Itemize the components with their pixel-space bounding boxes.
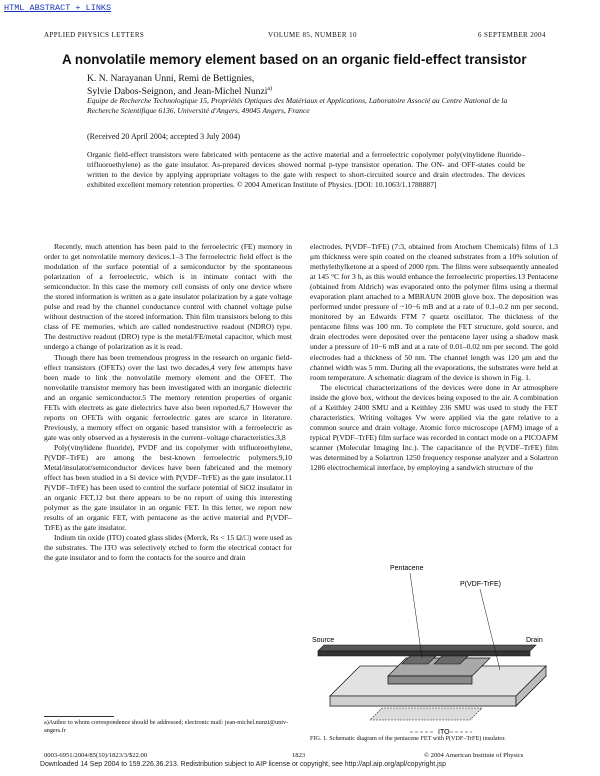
paragraph: Recently, much attention has been paid to the ferroelectric (FE) memory in order to get nonvolatile memory devices.1–3 The ferroelectric field effect is the modulation of the surface potential of a semiconductor by the spontaneous polarization of a ferroelectric, which is in intimate contact with the semiconductor. In this case the memory cell consists of only one device where the stored information is written as a gate insulator polarization by a gate voltage pulse and read by the channel conductance control with channel voltage pulse without destruction of the stored information. Thin film transistors belong to this class of FE memories, which are called nondestructive readout (NDRO) type. The destructive readout (DRO) type is the metal/FE/metal capacitor, which must undergo a change of polarization as it is read. bbox=[44, 242, 292, 352]
footnote: a)Author to whom correspondence should be addressed; electronic mail: jean-michel.nunzi@univ-angers.fr bbox=[44, 719, 289, 734]
label-pvdf: P(VDF-TrFE) bbox=[460, 581, 501, 588]
abstract: Organic field-effect transistors were fabricated with pentacene as the active material and a ferroelectric copolymer poly(vinylidene fluoride–trifluoroethylene) as the gate insulator. As-prepared devices showed normal p-type transistor operation. The ON- and OFF-states could be written to the device by applying appropriate voltages to the gate with respect to short-circuited source and drain electrodes. The devices exhibited excellent memory retention properties. © 2004 American Institute of Physics. [DOI: 10.1063/1.1788887] bbox=[87, 150, 525, 189]
pvdf-front-face bbox=[330, 696, 516, 706]
footnote-rule bbox=[44, 716, 114, 717]
paper-title: A nonvolatile memory element based on an organic field-effect transistor bbox=[62, 52, 527, 67]
html-abstract-link[interactable]: HTML ABSTRACT + LINKS bbox=[4, 3, 112, 13]
pentacene-front bbox=[388, 676, 472, 684]
author-mark: a) bbox=[267, 86, 273, 92]
paragraph: Indium tin oxide (ITO) coated glass slides (Merck, Rs < 15 Ω/□) were used as the substrates. The ITO was selectively etched to form the electrical contact for the gate insulator and to form the contacts for the source and drain bbox=[44, 533, 292, 563]
authors-line-1: K. N. Narayanan Unni, Remi de Bettignies, bbox=[87, 73, 255, 84]
source-drain-bar bbox=[318, 645, 536, 651]
label-pentacene: Pentacene bbox=[390, 565, 424, 572]
source-drain-bar-front bbox=[318, 651, 530, 656]
volume-number: VOLUME 85, NUMBER 10 bbox=[268, 31, 357, 39]
paragraph: The electrical characterizations of the devices were done in Ar atmosphere inside the glove box, without the devices being exposed to the air. A combination of a Keithley 2400 SMU and a Keithley 236 SMU was used to study the FET characteristics. Writing voltages Vw were applied via the gate relative to a common source and drain voltage. Atomic force microscope (AFM) image of a typical P(VDF–TrFE) film surface was recorded in contact mode on a PICOAFM scanner (Molecular Imaging Inc.). The capacitance of the P(VDF–TrFE) film was determined by a Solartron 1250 frequency response analyzer and a Solartron 1286 electrochemical interface, by employing a sandwich structure of the bbox=[310, 382, 558, 473]
figure-caption: FIG. 1. Schematic diagram of the pentacene FET with P(VDF–TrFE) insulator. bbox=[310, 735, 506, 742]
footer-issn: 0003-6951/2004/85(10)/1823/3/$22.00 bbox=[44, 752, 148, 759]
label-source: Source bbox=[312, 637, 335, 644]
download-notice: Downloaded 14 Sep 2004 to 159.226.36.213. Redistribution subject to AIP license or copyright, see http://apl.aip.org/apl/copyright.jsp bbox=[40, 761, 446, 768]
authors bbox=[87, 73, 527, 97]
journal-name: APPLIED PHYSICS LETTERS bbox=[44, 31, 145, 39]
paragraph: electrodes. P(VDF–TrFE) (7:3, obtained from Atochem Chemicals) films of 1.3 μm thickness were spin coated on the cleaned substrates from a 10% solution of methylethylketone at a speed of 2000 rpm. The films were subsequently annealed at 145 °C for 3 h, as this would enhance the ferroelectric properties.13 Pentacene (obtained from Aldrich) was evaporated onto the polymer films using a thermal evaporation plant attached to a MBRAUN 200B glove box. The deposition was performed under pressure of ~10−6 mB and at a rate of 0.1–0.2 nm per second, monitored by an Edwards FTM 7 quartz oscillator. The thickness of the pentacene films was 100 nm. To complete the FET structure, gold source, and drain electrodes were deposited over the pentacene layer using a shadow mask under a pressure of 10−6 mB and at a rate of 0.01–0.02 nm per second. The gold electrodes had a thickness of 50 nm. The channel length was 120 μm and the channel width was 5 mm. During all the evaporations, the substrates were held at room temperature. A schematic diagram of the device is shown in Fig. 1. bbox=[310, 242, 558, 382]
footer-copyright: © 2004 American Institute of Physics bbox=[424, 752, 524, 759]
received-dates: (Received 20 April 2004; accepted 3 July 2004) bbox=[87, 132, 241, 141]
device-schematic-figure bbox=[310, 548, 558, 736]
issue-date: 6 SEPTEMBER 2004 bbox=[478, 31, 546, 39]
label-ito: ITO bbox=[438, 729, 450, 736]
footer-page-number: 1823 bbox=[292, 752, 306, 759]
column-left bbox=[44, 242, 292, 564]
top-bar bbox=[0, 0, 600, 18]
label-drain: Drain bbox=[526, 637, 543, 644]
paragraph: Poly(vinylidene fluoride), PVDF and its copolymer with trifluoroethylene, P(VDF–TrFE) are among the best-known ferroelectric polymers.9,10 Metal/insulator/semiconductor devices have been fabricated and the memory effect has been studied in a Si device with P(VDF–TrFE) as the gate insulator.11 P(VDF–TrFE) has been used to control the surface potential of SiO2 insulator in an organic FET,12 but there appears to be no report of using this interesting polymer as the gate insulator in an organic FET. In this letter, we report new results of an organic FET, with pentacene as the active material and P(VDF–TrFE) as the gate insulator. bbox=[44, 442, 292, 533]
column-right bbox=[310, 242, 558, 473]
affiliation: Equipe de Recherche Technologique 15, Propriétés Optiques des Matériaux et Applications, Laboratoire Associé au Centre National de la Recherche Scientifique 6136, Université d'Angers, 49045 Angers, France bbox=[87, 96, 508, 115]
authors-line-2-text: Sylvie Dabos-Seignon, and Jean-Michel Nunzi bbox=[87, 86, 268, 98]
gate-strip bbox=[370, 708, 482, 720]
paragraph: Though there has been tremendous progress in the research on organic field-effect transistors (OFETs) over the last two decades,4 very few attempts have been made to link the nonvolatile memory element and the OFET. The nonvolatile transistor memory has been investigated with an inorganic dielectric and an organic semiconductor.5 The memory retention properties of organic FETs with electrets as gate dielectrics have also been reported.6,7 However the reports on OFETs with organic ferroelectric gates are scarce in literature. Previously, a memory effect on organic based transistor with a ferroelectric as gate was only observed as a hysteresis in the current–voltage characteristics.3,8 bbox=[44, 352, 292, 442]
